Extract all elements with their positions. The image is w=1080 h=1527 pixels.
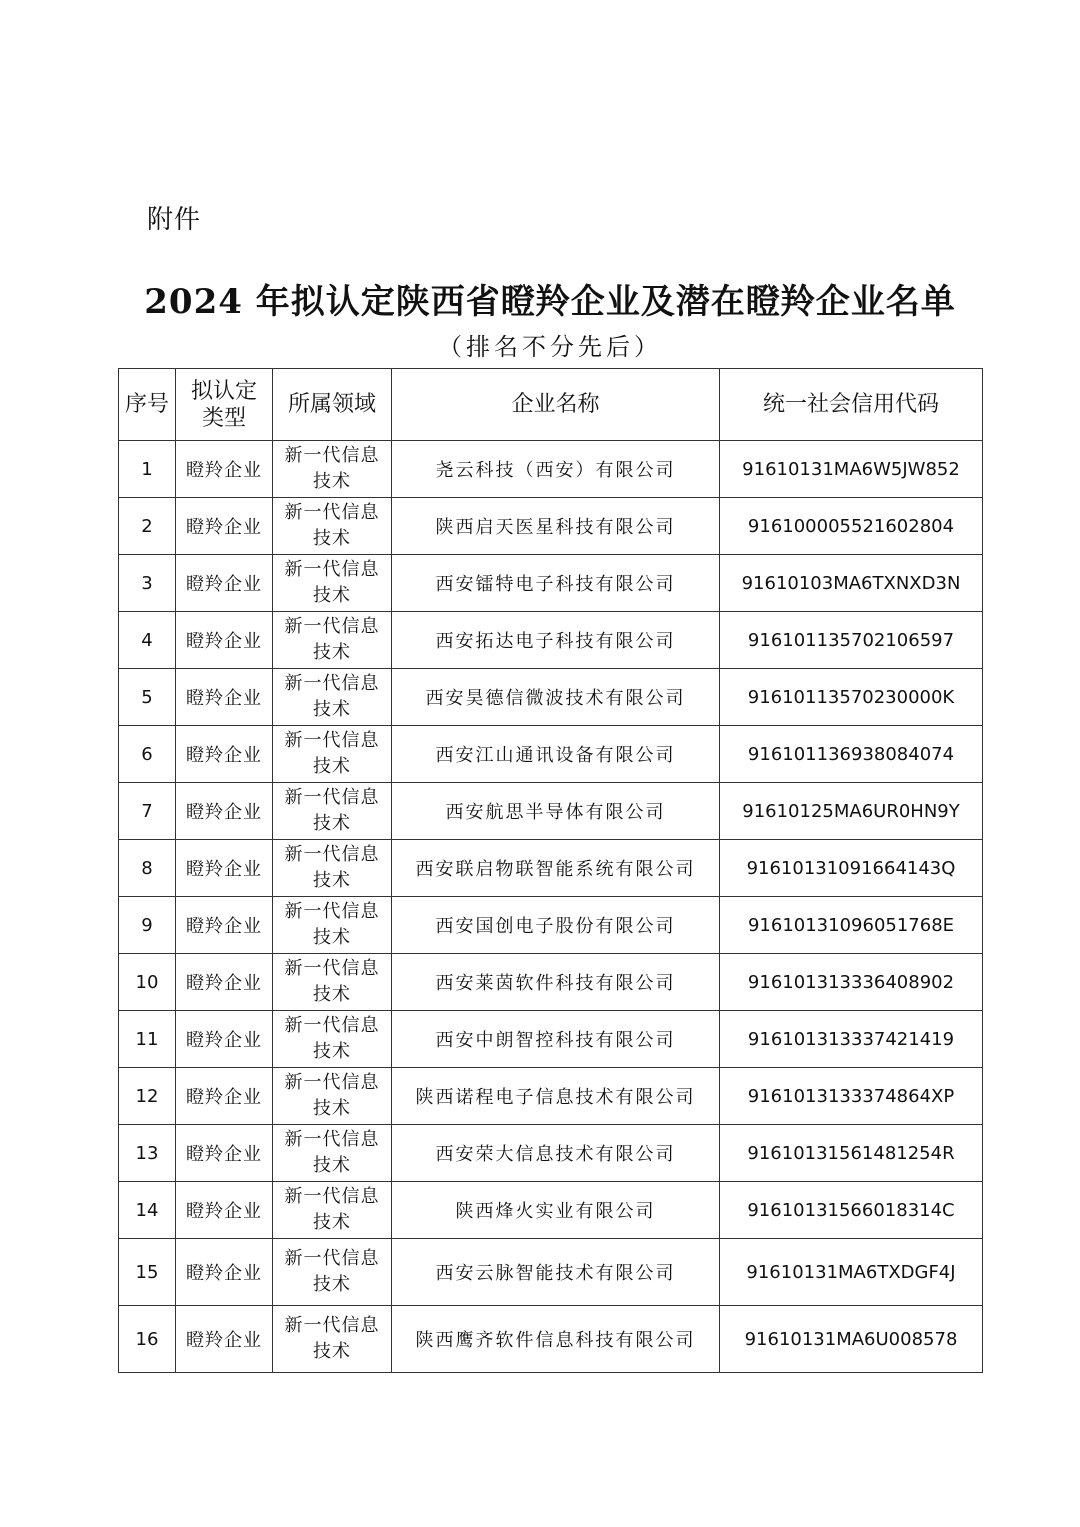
header-type <box>176 369 273 441</box>
row-credit-code: 91610103MA6TXNXD3N <box>720 555 983 612</box>
row-type: 瞪羚企业 <box>176 726 273 783</box>
row-number: 11 <box>119 1011 176 1068</box>
table-row <box>119 1306 983 1373</box>
row-field <box>273 1125 392 1182</box>
row-field-line2: 技术 <box>313 1341 351 1362</box>
table-row <box>119 1182 983 1239</box>
table-row <box>119 840 983 897</box>
row-credit-code: 916100005521602804 <box>720 498 983 555</box>
row-company-name: 陕西诺程电子信息技术有限公司 <box>392 1068 720 1125</box>
row-number: 1 <box>119 441 176 498</box>
row-field-line2: 技术 <box>313 1212 351 1233</box>
row-number: 4 <box>119 612 176 669</box>
row-credit-code: 91610131MA6U008578 <box>720 1306 983 1373</box>
row-credit-code: 916101313337486​4XP <box>720 1068 983 1125</box>
header-code: 统一社会信用代码 <box>720 369 983 441</box>
row-company-name: 西安荣大信息技术有限公司 <box>392 1125 720 1182</box>
row-company-name: 陕西鹰齐软件信息科技有限公司 <box>392 1306 720 1373</box>
row-field-line2: 技术 <box>313 528 351 549</box>
table-row <box>119 669 983 726</box>
row-company-name: 西安昊德信微波技术有限公司 <box>392 669 720 726</box>
row-field-line1: 新一代信息 <box>284 502 380 523</box>
row-number: 2 <box>119 498 176 555</box>
row-field <box>273 1239 392 1306</box>
row-field-line1: 新一代信息 <box>284 559 380 580</box>
row-field-line2: 技术 <box>313 1041 351 1062</box>
row-field-line1: 新一代信息 <box>284 673 380 694</box>
row-company-name: 西安中朗智控科技有限公司 <box>392 1011 720 1068</box>
row-field-line2: 技术 <box>313 927 351 948</box>
row-company-name: 西安莱茵软件科技有限公司 <box>392 954 720 1011</box>
row-number: 12 <box>119 1068 176 1125</box>
document-title: 2024 年拟认定陕西省瞪羚企业及潜在瞪羚企业名单 <box>144 282 956 322</box>
row-type: 瞪羚企业 <box>176 897 273 954</box>
row-credit-code: 916101135702106597 <box>720 612 983 669</box>
row-credit-code: 91610131MA6W5JW852 <box>720 441 983 498</box>
header-type-line1: 拟认定 <box>190 378 257 404</box>
row-field-line1: 新一代信息 <box>284 958 380 979</box>
row-company-name: 西安江山通讯设备有限公司 <box>392 726 720 783</box>
row-field <box>273 498 392 555</box>
row-field-line2: 技术 <box>313 756 351 777</box>
row-field <box>273 612 392 669</box>
row-type: 瞪羚企业 <box>176 612 273 669</box>
table-row <box>119 1239 983 1306</box>
row-field-line1: 新一代信息 <box>284 1072 380 1093</box>
table-row <box>119 726 983 783</box>
table-body <box>119 441 983 1373</box>
row-field-line1: 新一代信息 <box>284 1015 380 1036</box>
row-number: 10 <box>119 954 176 1011</box>
row-number: 6 <box>119 726 176 783</box>
row-field-line2: 技术 <box>313 1155 351 1176</box>
row-credit-code: 91610131MA6TXDGF4J <box>720 1239 983 1306</box>
row-company-name: 陕西烽火实业有限公司 <box>392 1182 720 1239</box>
row-company-name: 西安云脉智能技术有限公司 <box>392 1239 720 1306</box>
row-field-line2: 技术 <box>313 471 351 492</box>
attachment-label: 附件 <box>147 205 202 235</box>
row-company-name: 西安镭特电子科技有限公司 <box>392 555 720 612</box>
row-field-line2: 技术 <box>313 642 351 663</box>
row-field-line1: 新一代信息 <box>284 730 380 751</box>
row-field-line1: 新一代信息 <box>284 1248 380 1269</box>
table-header-row <box>119 369 983 441</box>
row-field-line2: 技术 <box>313 699 351 720</box>
row-number: 16 <box>119 1306 176 1373</box>
row-field-line2: 技术 <box>313 585 351 606</box>
row-field-line2: 技术 <box>313 984 351 1005</box>
row-credit-code: 916101313336408902 <box>720 954 983 1011</box>
row-type: 瞪羚企业 <box>176 1182 273 1239</box>
row-field-line1: 新一代信息 <box>284 616 380 637</box>
row-credit-code: 91610125MA6UR0HN9Y <box>720 783 983 840</box>
row-type: 瞪羚企业 <box>176 840 273 897</box>
row-field-line2: 技术 <box>313 870 351 891</box>
table-row <box>119 954 983 1011</box>
row-field-line1: 新一代信息 <box>284 901 380 922</box>
row-field-line2: 技术 <box>313 813 351 834</box>
row-field <box>273 783 392 840</box>
row-type: 瞪羚企业 <box>176 1125 273 1182</box>
row-type: 瞪羚企业 <box>176 783 273 840</box>
row-field-line1: 新一代信息 <box>284 1186 380 1207</box>
table-row <box>119 498 983 555</box>
table-row <box>119 897 983 954</box>
row-type: 瞪羚企业 <box>176 1068 273 1125</box>
row-field-line2: 技术 <box>313 1098 351 1119</box>
row-company-name: 西安航思半导体有限公司 <box>392 783 720 840</box>
row-field <box>273 726 392 783</box>
row-field-line1: 新一代信息 <box>284 445 380 466</box>
table-row <box>119 555 983 612</box>
table-row <box>119 441 983 498</box>
table-row <box>119 1068 983 1125</box>
row-field <box>273 555 392 612</box>
row-credit-code: 91610131096051768E <box>720 897 983 954</box>
row-field <box>273 441 392 498</box>
header-field: 所属领域 <box>273 369 392 441</box>
row-credit-code: 91610113570230000K <box>720 669 983 726</box>
row-company-name: 西安国创电子股份有限公司 <box>392 897 720 954</box>
table-row <box>119 1125 983 1182</box>
row-number: 7 <box>119 783 176 840</box>
row-field <box>273 1011 392 1068</box>
row-field-line1: 新一代信息 <box>284 1129 380 1150</box>
header-seq: 序号 <box>119 369 176 441</box>
row-type: 瞪羚企业 <box>176 1011 273 1068</box>
row-number: 9 <box>119 897 176 954</box>
row-field <box>273 897 392 954</box>
row-field-line1: 新一代信息 <box>284 787 380 808</box>
row-company-name: 尧云科技（西安）有限公司 <box>392 441 720 498</box>
row-number: 8 <box>119 840 176 897</box>
row-number: 3 <box>119 555 176 612</box>
row-company-name: 西安联启物联智能系统有限公司 <box>392 840 720 897</box>
row-field-line2: 技术 <box>313 1274 351 1295</box>
header-type-line2: 类型 <box>201 405 246 431</box>
row-number: 5 <box>119 669 176 726</box>
row-company-name: 西安拓达电子科技有限公司 <box>392 612 720 669</box>
row-type: 瞪羚企业 <box>176 441 273 498</box>
table-row <box>119 612 983 669</box>
row-field <box>273 669 392 726</box>
row-field-line1: 新一代信息 <box>284 1315 380 1336</box>
row-company-name: 陕西启天医星科技有限公司 <box>392 498 720 555</box>
row-number: 15 <box>119 1239 176 1306</box>
row-field <box>273 954 392 1011</box>
row-field <box>273 1068 392 1125</box>
row-number: 14 <box>119 1182 176 1239</box>
row-credit-code: 916101136938084074 <box>720 726 983 783</box>
row-type: 瞪羚企业 <box>176 1239 273 1306</box>
row-field <box>273 1182 392 1239</box>
row-number: 13 <box>119 1125 176 1182</box>
header-company: 企业名称 <box>392 369 720 441</box>
table-row <box>119 1011 983 1068</box>
row-type: 瞪羚企业 <box>176 555 273 612</box>
row-credit-code: 91610131561481254R <box>720 1125 983 1182</box>
row-type: 瞪羚企业 <box>176 954 273 1011</box>
row-credit-code: 91610131566018314C <box>720 1182 983 1239</box>
row-type: 瞪羚企业 <box>176 1306 273 1373</box>
enterprise-list-table <box>118 368 983 1373</box>
row-type: 瞪羚企业 <box>176 669 273 726</box>
row-credit-code: 916101313337421419 <box>720 1011 983 1068</box>
row-field <box>273 1306 392 1373</box>
table-row <box>119 783 983 840</box>
row-field <box>273 840 392 897</box>
row-type: 瞪羚企业 <box>176 498 273 555</box>
row-credit-code: 91610131091664143Q <box>720 840 983 897</box>
row-field-line1: 新一代信息 <box>284 844 380 865</box>
document-subtitle: （排名不分先后） <box>438 333 662 361</box>
